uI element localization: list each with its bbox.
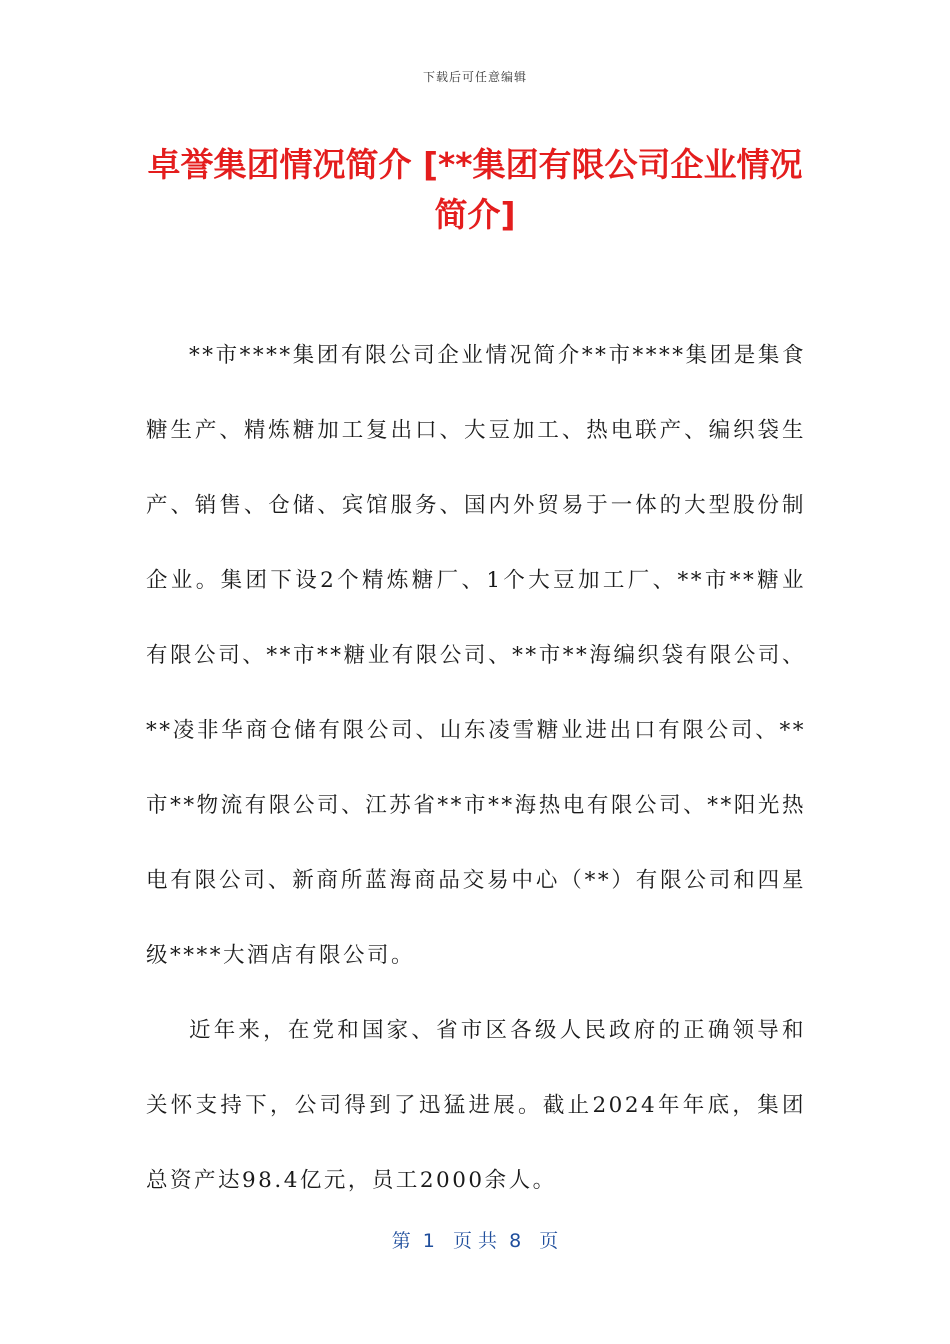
header-note: 下载后可任意编辑	[422, 70, 527, 84]
paragraph-2: 近年来，在党和国家、省市区各级人民政府的正确领导和关怀支持下，公司得到了迅猛进展。截止2024年年底，集团总资产达98.4亿元，员工2000余人。	[146, 1018, 806, 1193]
document-title: 卓誉集团情况简介 [**集团有限公司企业情况简介]	[147, 145, 803, 234]
page-number: 第 1 页 共 8 页	[391, 1230, 559, 1252]
paragraph-1: **市****集团有限公司企业情况简介**市****集团是集食糖生产、精炼糖加工复出口、大豆加工、热电联产、编织袋生产、销售、仓储、宾馆服务、国内外贸易于一体的大型股份制企业。集团下设2个精炼糖厂、1个大豆加工厂、**市**糖业有限公司、**市**糖业有限公司、**市**海编织袋有限公司、**凌非华商仓储有限公司、山东凌雪糖业进出口有限公司、**市**物流有限公司、江苏省**市**海热电有限公司、**阳光热电有限公司、新商所蓝海商品交易中心（**）有限公司和四星级****大酒店有限公司。	[146, 343, 806, 968]
document-body	[146, 318, 806, 1218]
